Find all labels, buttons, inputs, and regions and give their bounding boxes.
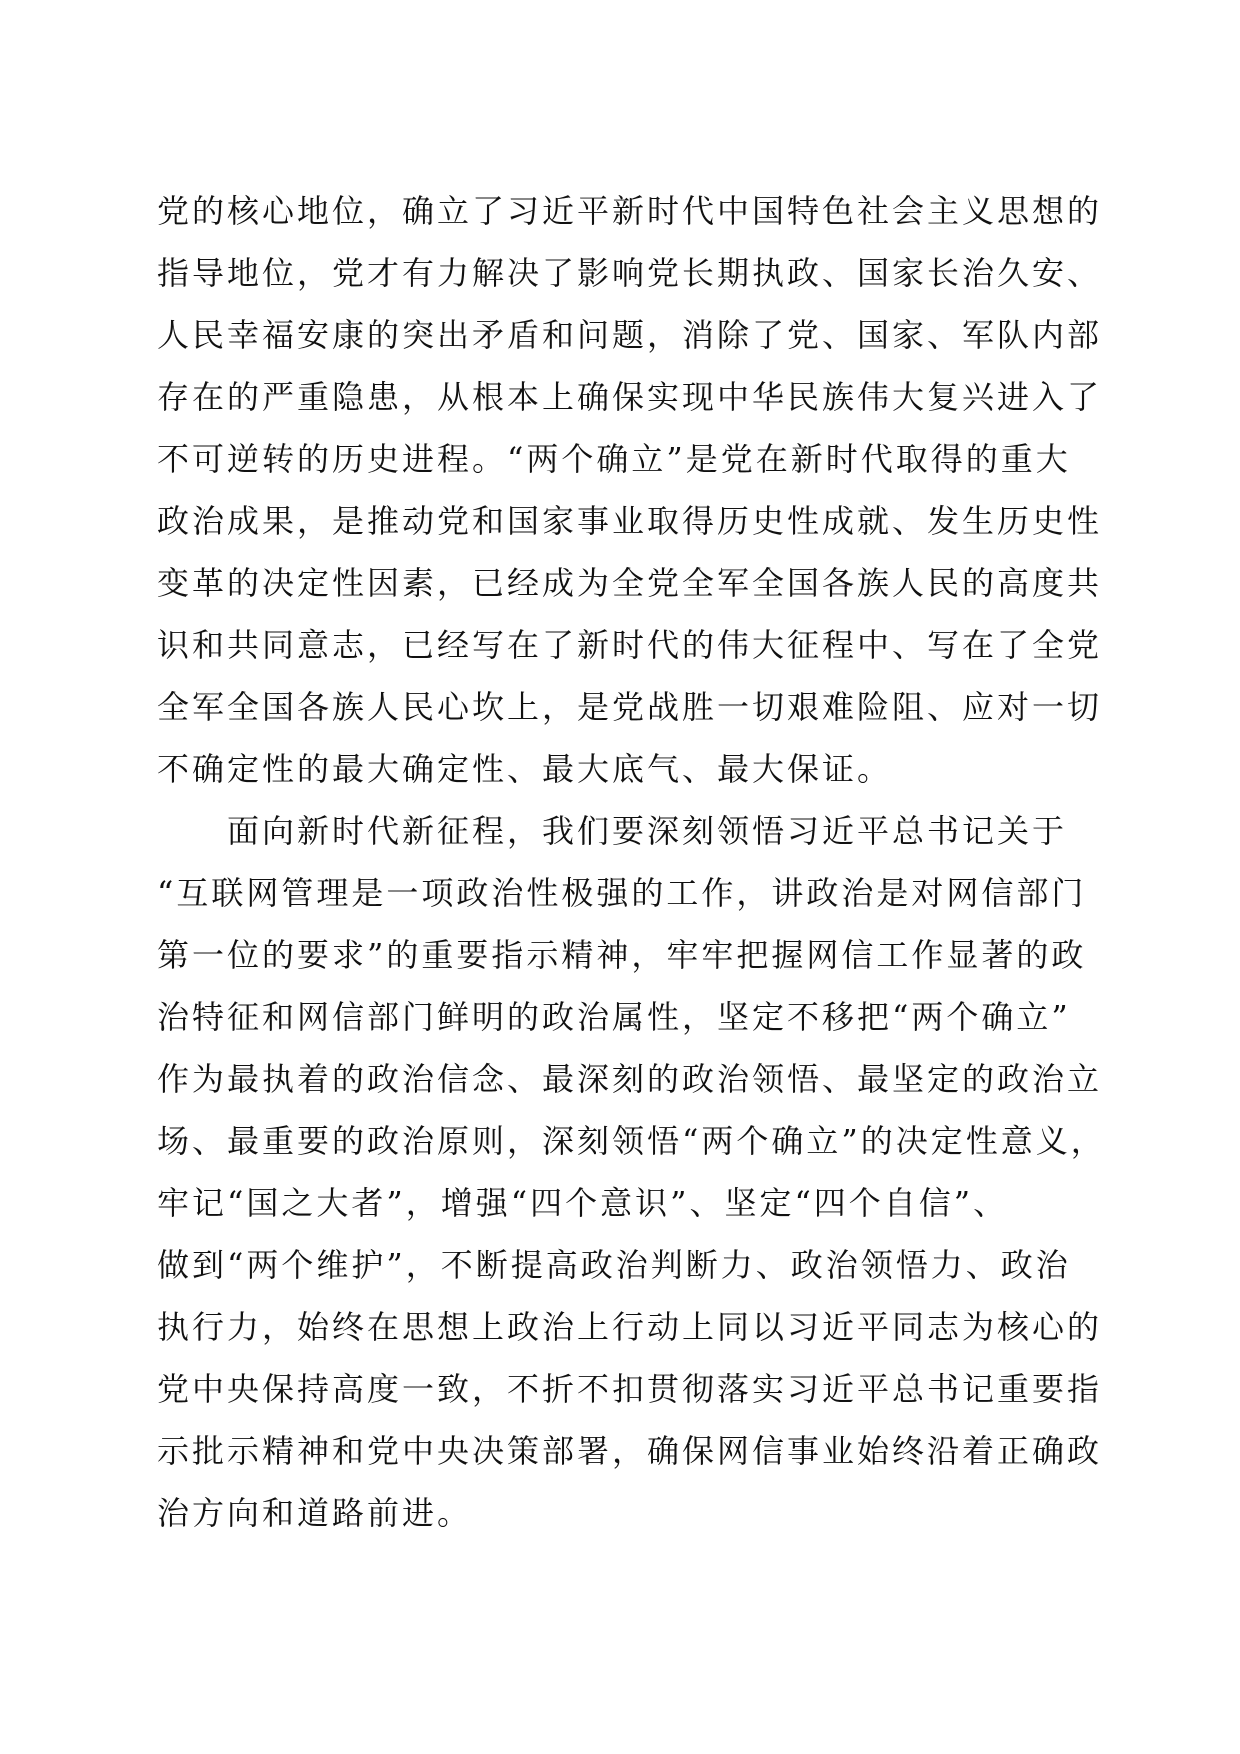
paragraph-1 <box>157 180 1103 800</box>
document-body <box>157 180 1106 1544</box>
text-line: 全军全国各族人民心坎上，是党战胜一切艰难险阻、应对一切 <box>157 688 1103 726</box>
text-line: 政治成果，是推动党和国家事业取得历史性成就、发生历史性 <box>157 502 1103 540</box>
text-line: 人民幸福安康的突出矛盾和问题，消除了党、国家、军队内部 <box>157 316 1103 354</box>
text-line: 场、最重要的政治原则，深刻领悟“两个确立”的决定性意义， <box>157 1122 1106 1160</box>
text-line: 指导地位，党才有力解决了影响党长期执政、国家长治久安、 <box>157 254 1103 292</box>
text-line: 治特征和网信部门鲜明的政治属性，坚定不移把“两个确立” <box>157 998 1071 1036</box>
text-line: 面向新时代新征程，我们要深刻领悟习近平总书记关于 <box>227 812 1068 850</box>
text-line: 第一位的要求”的重要指示精神，牢牢把握网信工作显著的政 <box>157 936 1087 974</box>
text-line: 做到“两个维护”，不断提高政治判断力、政治领悟力、政治 <box>157 1246 1071 1284</box>
text-line: 党的核心地位，确立了习近平新时代中国特色社会主义思想的 <box>157 192 1103 230</box>
text-line: 变革的决定性因素，已经成为全党全军全国各族人民的高度共 <box>157 564 1103 602</box>
text-line: 存在的严重隐患，从根本上确保实现中华民族伟大复兴进入了 <box>157 378 1103 416</box>
text-line: 识和共同意志，已经写在了新时代的伟大征程中、写在了全党 <box>157 626 1103 664</box>
text-line: 不确定性的最大确定性、最大底气、最大保证。 <box>157 750 893 788</box>
text-line: 不可逆转的历史进程。“两个确立”是党在新时代取得的重大 <box>157 440 1071 478</box>
text-line: 党中央保持高度一致，不折不扣贯彻落实习近平总书记重要指 <box>157 1370 1103 1408</box>
paragraph-2 <box>157 800 1106 1544</box>
text-line: 执行力，始终在思想上政治上行动上同以习近平同志为核心的 <box>157 1308 1103 1346</box>
text-line: 治方向和道路前进。 <box>157 1494 473 1532</box>
text-line: 牢记“国之大者”，增强“四个意识”、坚定“四个自信”、 <box>157 1184 1009 1222</box>
text-line: “互联网管理是一项政治性极强的工作，讲政治是对网信部门 <box>157 874 1087 912</box>
text-line: 作为最执着的政治信念、最深刻的政治领悟、最坚定的政治立 <box>157 1060 1103 1098</box>
text-line: 示批示精神和党中央决策部署，确保网信事业始终沿着正确政 <box>157 1432 1103 1470</box>
